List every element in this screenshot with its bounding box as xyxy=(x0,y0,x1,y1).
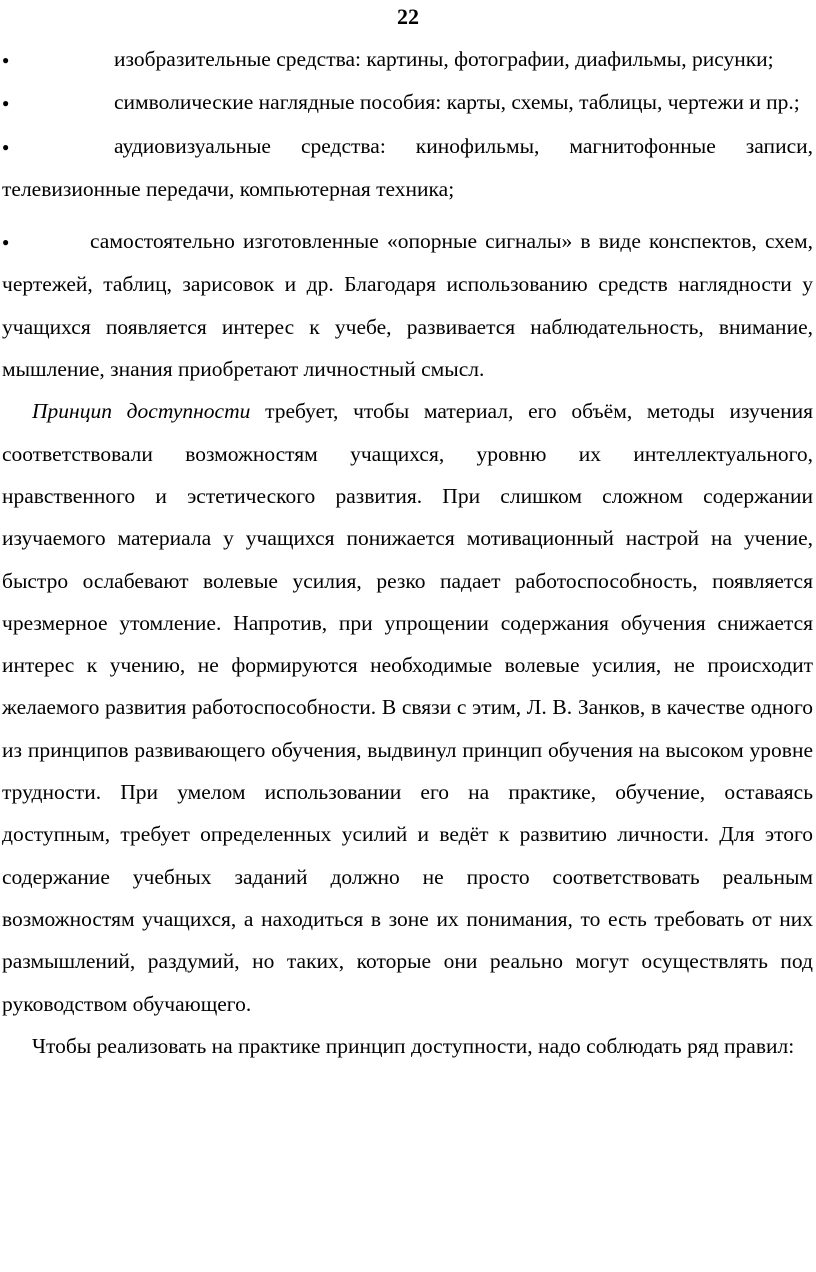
bullet-dot-icon: ● xyxy=(2,139,10,154)
paragraph-rules-intro: Чтобы реализовать на практике принцип доступности, надо соблюдать ряд правил: xyxy=(32,1033,795,1058)
bullet-text: самостоятельно изготовленные «опорные сигналы» в виде конспектов, схем, чертежей, таблиц, зарисовок и др. Благодаря использованию средств наглядности у учащихся появляется интерес к учебе, развивается наблюдательность, внимание, мышление, знания приобретают личностный смысл. xyxy=(2,229,813,382)
bullet-dot-icon: ● xyxy=(2,96,10,111)
bullet-text: аудиовизуальные средства: кинофильмы, магнитофонные записи, телевизионные передачи, компьютерная техника; xyxy=(2,133,813,201)
bullet-dot-icon: ● xyxy=(2,235,10,250)
page-number: 22 xyxy=(397,4,419,29)
term-accessibility-principle: Принцип доступности xyxy=(32,399,251,424)
paragraph-accessibility-principle xyxy=(2,390,813,1024)
bullet-text: символические наглядные пособия: карты, схемы, таблицы, чертежи и пр.; xyxy=(114,90,800,115)
paragraph-text: требует, чтобы материал, его объём, методы изучения соответствовали возможностям учащихся, уровню их интеллектуального, нравственного и эстетического развития. При слишком сложном содержании изучаемого материала у учащихся понижается мотивационный настрой на учение, быстро ослабевают волевые усилия, резко падает работоспособность, появляется чрезмерное утомление. Напротив, при упрощении содержания обучения снижается интерес к учению, не формируются необходимые волевые усилия, не происходит желаемого развития работоспособности. В связи с этим, Л. В. Занков, в качестве одного из принципов развивающего обучения, выдвинул принцип обучения на высоком уровне трудности. При умелом использовании его на практике, обучение, оставаясь доступным, требует определенных усилий и ведёт к развитию личности. Для этого содержание учебных заданий должно не просто соответствовать реальным возможностям учащихся, а находиться в зоне их понимания, то есть требовать от них размышлений, раздумий, но таких, которые они реально могут осуществлять под руководством обучающего. xyxy=(2,399,813,1016)
bullet-text: изобразительные средства: картины, фотографии, диафильмы, рисунки; xyxy=(114,47,774,71)
document-body xyxy=(2,38,813,1067)
bullet-item-symbolic-aids xyxy=(2,81,813,124)
bullet-item-audiovisual-aids xyxy=(2,125,813,211)
bullet-dot-icon: ● xyxy=(2,53,10,67)
bullet-item-visual-aids xyxy=(2,38,813,81)
bullet-item-support-signals xyxy=(2,220,813,390)
